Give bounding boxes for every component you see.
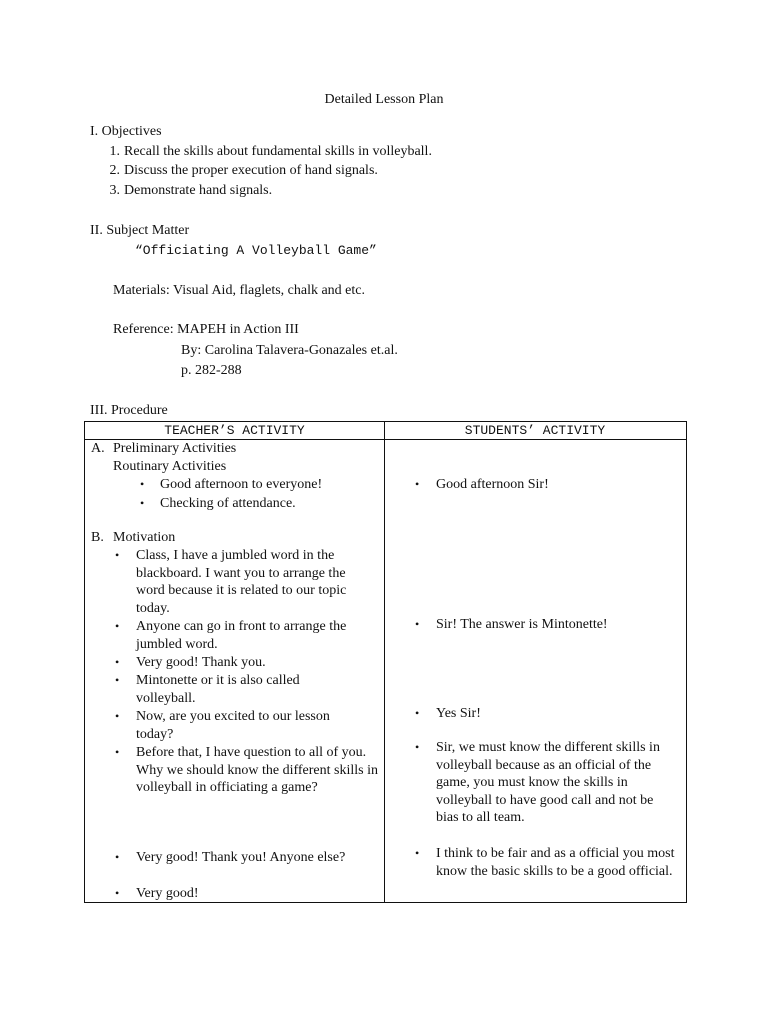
section-b-letter: B. xyxy=(91,530,104,545)
bullet-icon: • xyxy=(415,706,420,720)
bullet-icon: • xyxy=(115,548,120,562)
teacher-line: Anyone can go in front to arrange the jumbled word. xyxy=(136,619,347,652)
objectives-heading: I. Objectives xyxy=(90,124,162,139)
table-column-divider xyxy=(384,421,385,902)
procedure-heading: III. Procedure xyxy=(90,403,168,418)
teacher-line: Good afternoon to everyone! xyxy=(160,477,323,492)
document-title: Detailed Lesson Plan xyxy=(324,92,444,107)
teacher-line: Very good! xyxy=(136,886,199,901)
bullet-icon: • xyxy=(140,496,145,510)
bullet-icon: • xyxy=(415,846,420,860)
routinary-label: Routinary Activities xyxy=(113,459,227,474)
materials-line: Materials: Visual Aid, flaglets, chalk and etc. xyxy=(113,283,365,298)
student-line: Good afternoon Sir! xyxy=(436,477,549,492)
student-line: Sir, we must know the different skills in volleyball because as an official of the game, you must know the skills in volleyball to have good call and not be bias to all team. xyxy=(436,740,660,825)
bullet-icon: • xyxy=(415,477,420,491)
students-activity-header: STUDENTS’ ACTIVITY xyxy=(464,423,606,438)
teacher-line: Before that, I have question to all of you. Why we should know the different skills in volleyball in officiating a game? xyxy=(136,745,378,795)
teacher-line: Class, I have a jumbled word in the blackboard. I want you to arrange the word because it is related to our topic today. xyxy=(136,548,347,616)
bullet-icon: • xyxy=(115,886,120,900)
teacher-activity-header: TEACHER’S ACTIVITY xyxy=(164,423,305,438)
section-a-title: Preliminary Activities xyxy=(113,441,237,456)
section-b-title: Motivation xyxy=(113,530,176,545)
teacher-line: Now, are you excited to our lesson today? xyxy=(136,709,330,742)
student-line: I think to be fair and as a official you most know the basic skills to be a good official. xyxy=(436,846,675,879)
teacher-line: Very good! Thank you. xyxy=(136,655,266,670)
bullet-icon: • xyxy=(115,619,120,633)
teacher-line: Checking of attendance. xyxy=(160,496,296,511)
teacher-line: Mintonette or it is also called volleyball. xyxy=(136,673,300,706)
student-line: Yes Sir! xyxy=(436,706,481,721)
section-a-letter: A. xyxy=(91,441,105,456)
subject-topic: “Officiating A Volleyball Game” xyxy=(135,243,377,258)
reference-line: Reference: MAPEH in Action III xyxy=(113,322,299,337)
student-line: Sir! The answer is Mintonette! xyxy=(436,617,608,632)
bullet-icon: • xyxy=(115,673,120,687)
bullet-icon: • xyxy=(415,617,420,631)
reference-pages: p. 282-288 xyxy=(181,363,242,378)
teacher-line: Very good! Thank you! Anyone else? xyxy=(136,850,346,865)
subject-matter-heading: II. Subject Matter xyxy=(90,223,190,238)
reference-author: By: Carolina Talavera-Gonazales et.al. xyxy=(181,343,398,358)
bullet-icon: • xyxy=(415,740,420,754)
bullet-icon: • xyxy=(115,655,120,669)
bullet-icon: • xyxy=(115,709,120,723)
bullet-icon: • xyxy=(140,477,145,491)
bullet-icon: • xyxy=(115,745,120,759)
bullet-icon: • xyxy=(115,850,120,864)
